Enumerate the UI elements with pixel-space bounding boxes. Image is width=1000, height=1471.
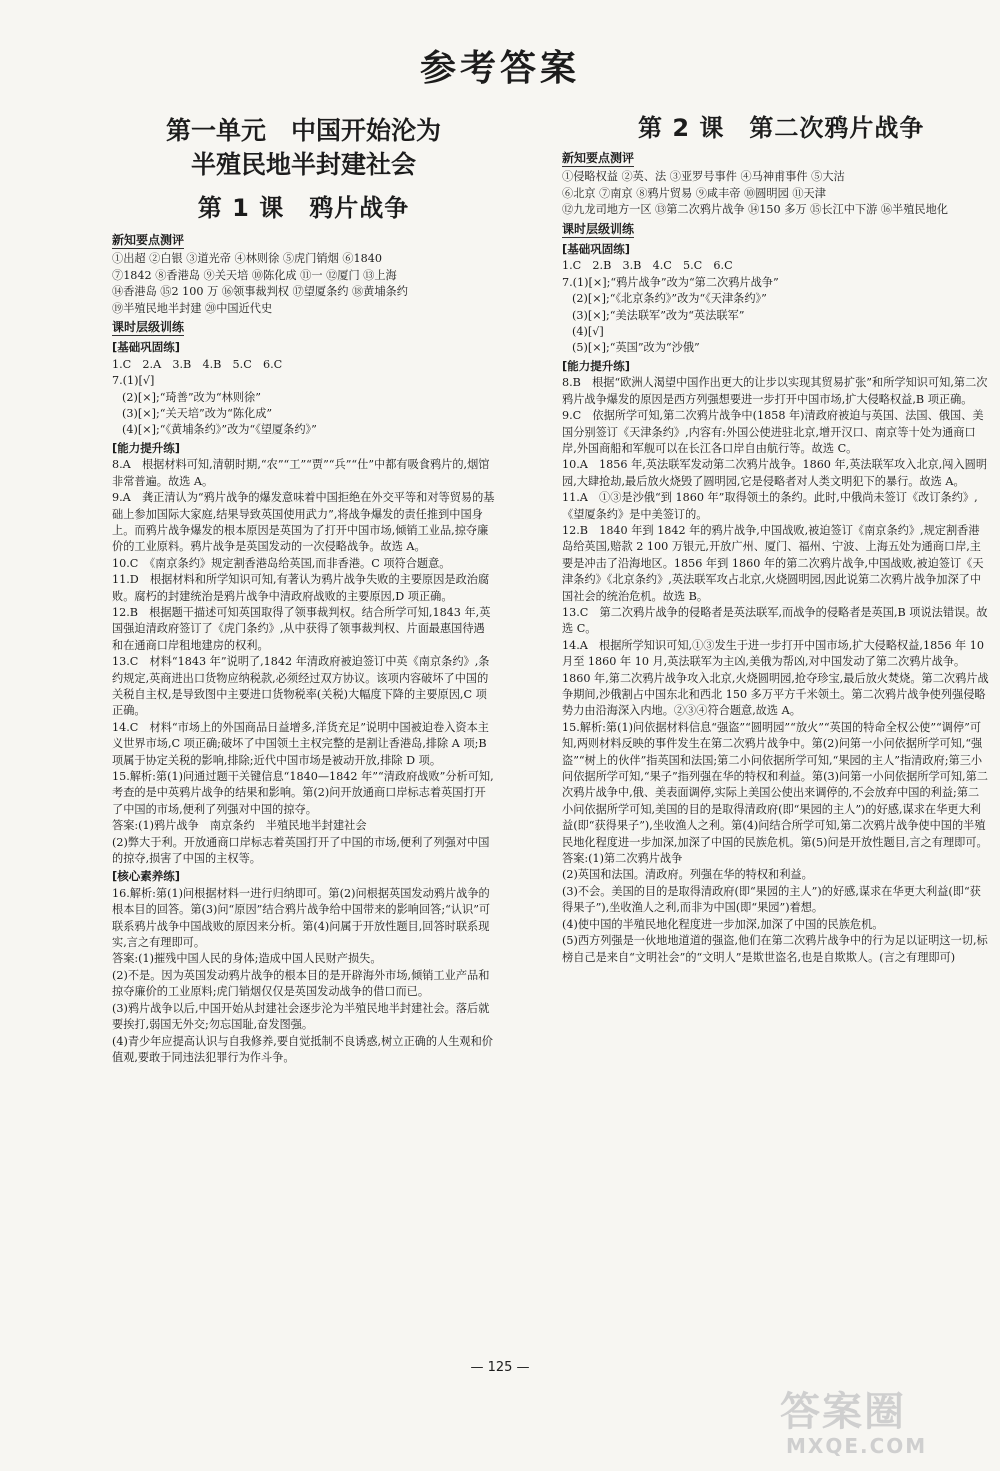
- answer-line: 7.(1)[√]: [112, 374, 155, 388]
- answer-paragraph: 15.解析:第(1)问依据材料信息“强盗”“圆明园”“放火”“英国的特命全权公使”“调停”可知,两则材料反映的事件发生在第二次鸦片战争中。第(2)问第一小问依据所学可知,“强盗”“树上的伙伴”指英国和法国;第二小问依据所学可知,“果园的主人”指清政府;第三小问依据所学可知,“果子”指列强在华的特权和利益。第(3)问第一小问依据所学可知,第二次鸦片战争中,俄、美表面调停,实际上美国公使出来调停的,不会放弃中国的利益;第二小问依据所学可知,美国的目的是取得清政府(即“果园的主人”)的好感,谋求在华更大利益(即“获得果子”),坐收渔人之利。第(4)问结合所学可知,第二次鸦片战争使中国的半殖民地化程度进一步加深,加深了中国的民族危机。第(5)问是开放性题目,言之有理即可。: [562, 720, 988, 849]
- answer-paragraph: (3)鸦片战争以后,中国开始从封建社会逐步沦为半殖民地半封建社会。落后就要挨打,弱国无外交;勿忘国耻,奋发图强。: [112, 1001, 490, 1032]
- answer-paragraph: 10.A 1856 年,英法联军发动第二次鸦片战争。1860 年,英法联军攻入北京,闯入圆明园,大肆抢劫,最后放火烧毁了圆明园,它是侵略者对人类文明犯下的暴行。故选 A。: [562, 458, 988, 488]
- knowledge-line: ⑫九龙司地方一区 ⑬第二次鸦片战争 ⑭150 多万 ⑮长江中下游 ⑯半殖民地化: [562, 203, 948, 217]
- answer-paragraph: 10.C 《南京条约》规定割香港岛给英国,而非香港。C 项符合题意。: [112, 556, 451, 570]
- knowledge-line: ⑥北京 ⑦南京 ⑧鸦片贸易 ⑨咸丰帝 ⑩圆明园 ⑪天津: [562, 186, 826, 200]
- page-title: 参考答案: [419, 48, 580, 89]
- unit-title: [112, 114, 495, 182]
- answer-paragraph: 11.D 根据材料和所学知识可知,有著认为鸦片战争失败的主要原因是政治腐败。腐朽的封建统治是鸦片战争中清政府战败的主要原因,D 项正确。: [112, 573, 490, 603]
- section-knowledge-heading: 新知要点测评: [112, 232, 184, 249]
- answer-paragraph: 16.解析:第(1)问根据材料一进行归纳即可。第(2)问根据英国发动鸦片战争的根本目的回答。第(3)问“原因”结合鸦片战争给中国带来的影响回答;“认识”可联系鸦片战争中国战败的原因来分析。第(4)问属于开放性题目,回答时联系现实,言之有理即可。: [112, 886, 491, 950]
- answer-line: (3)[×];“美法联军”改为“英法联军”: [572, 308, 745, 322]
- unit-title-line-2: 半殖民地半封建社会: [190, 150, 416, 179]
- page-number: — 125 —: [470, 1360, 530, 1375]
- lesson-2-title: 第 2 课 第二次鸦片战争: [638, 114, 925, 142]
- section-knowledge-heading: 新知要点测评: [562, 150, 634, 167]
- answer-paragraph: 13.C 材料“1843 年”说明了,1842 年清政府被迫签订中英《南京条约》,条约规定,英商进出口货物应纳税款,必须经过双方协议。该项内容破坏了中国的关税自主权,是导致图中主要进口货物税率(关税)大幅度下降的主要原因,C 项正确。: [112, 655, 490, 718]
- answer-paragraph: 12.B 根据题干描述可知英国取得了领事裁判权。结合所学可知,1843 年,英国强迫清政府签订了《虎门条约》,从中获得了领事裁判权、片面最惠国待遇和在通商口岸租地建房的权利。: [112, 605, 491, 652]
- knowledge-line: ⑦1842 ⑧香港岛 ⑨关天培 ⑩陈化成 ⑪一 ⑫厦门 ⑬上海: [112, 268, 397, 282]
- answer-line: (4)[√]: [572, 325, 604, 339]
- basic-practice-heading: [基础巩固练]: [112, 340, 181, 355]
- ability-practice-heading: [能力提升练]: [112, 440, 181, 455]
- section-training-heading: 课时层级训练: [112, 319, 184, 336]
- answer-paragraph: 8.B 根据“欧洲人渴望中国作出更大的让步以实现其贸易扩张”和所学知识可知,第二次鸦片战争爆发的原因是西方列强想要进一步打开中国市场,扩大侵略权益,B 项正确。: [562, 376, 988, 406]
- answer-paragraph: (2)不是。因为英国发动鸦片战争的根本目的是开辟海外市场,倾销工业产品和掠夺廉价的工业原料;虎门销烟仅仅是英国发动战争的借口而已。: [112, 968, 490, 999]
- answer-line: (2)[×];“琦善”改为“林则徐”: [122, 390, 261, 404]
- answer-paragraph: (2)弊大于利。开放通商口岸标志着英国打开了中国的市场,便利了列强对中国的掠夺,损害了中国的主权等。: [112, 835, 490, 866]
- knowledge-line: ⑭香港岛 ⑮2 100 万 ⑯领事裁判权 ⑰望厦条约 ⑱黄埔条约: [112, 285, 408, 299]
- knowledge-line: ⑲半殖民地半封建 ⑳中国近代史: [112, 301, 273, 315]
- answer-paragraph: 14.A 根据所学知识可知,①③发生于进一步打开中国市场,扩大侵略权益,1856 年 10 月至 1860 年 10 月,英法联军为主凶,美俄为帮凶,对中国发动了第二次鸦片战争。1860 年,第二次鸦片战争攻入北京,火烧圆明园,抢夺珍宝,最后放火焚烧。第二次鸦片战争期间,沙俄割占中国东北和西北 150 多万平方千米领土。第二次鸦片战争使列强侵略势力由沿海深入内地。②③④符合题意,故选 A。: [562, 638, 989, 718]
- answer-line: 1.C 2.A 3.B 4.B 5.C 6.C: [112, 357, 283, 371]
- answer-paragraph: 9.C 依据所学可知,第二次鸦片战争中(1858 年)清政府被迫与英国、法国、俄国、美国分别签订《天津条约》,内容有:外国公使进驻北京,增开汉口、南京等十处为通商口岸,外国商船和军舰可以在长江各口岸自由航行等。故选 C。: [562, 409, 984, 455]
- watermark-top: 答案圈: [780, 1389, 906, 1435]
- knowledge-line: ①侵略权益 ②英、法 ③亚罗号事件 ④马神甫事件 ⑤大沽: [562, 170, 845, 184]
- answer-line: (3)[×];“关天培”改为“陈化成”: [122, 407, 273, 421]
- left-column: [112, 108, 495, 1066]
- unit-title-line-1: 第一单元 中国开始沦为: [165, 116, 441, 145]
- answer-paragraph: 12.B 1840 年到 1842 年的鸦片战争,中国战败,被迫签订《南京条约》,规定割香港岛给英国,赔款 2 100 万银元,开放广州、厦门、福州、宁波、上海五处为通商口岸,主要是冲击了沿海地区。1856 年到 1860 年的第二次鸦片战争,中国战败,被迫签订《天津条约》《北京条约》,英法联军攻占北京,火烧圆明园,因此说第二次鸦片战争加深了中国社会的统治危机。故选 B。: [562, 523, 984, 603]
- right-column: [562, 112, 990, 966]
- section-training-heading: 课时层级训练: [562, 221, 634, 238]
- answer-line: (4)[×];“《黄埔条约》”改为“《望厦条约》”: [122, 423, 317, 437]
- answer-paragraph: (4)青少年应提高认识与自我修养,要自觉抵制不良诱惑,树立正确的人生观和价值观,要敢于同违法犯罪行为作斗争。: [112, 1034, 493, 1064]
- answer-paragraph: 8.A 根据材料可知,清朝时期,“农”“工”“贾”“兵”“仕”中都有吸食鸦片的,烟馆非常普遍。故选 A。: [112, 458, 490, 488]
- answer-paragraph: (3)不会。美国的目的是取得清政府(即“果园的主人”)的好感,谋求在华更大利益(即“获得果子”),坐收渔人之利,而非为中国(即“果园”)着想。: [562, 884, 981, 915]
- core-literacy-heading: [核心素养练]: [112, 869, 181, 884]
- watermark-logo: [780, 1390, 990, 1465]
- answer-paragraph: 答案:(1)摧残中国人民的身体;造成中国人民财产损失。: [112, 952, 382, 966]
- answer-paragraph: 11.A ①③是沙俄“到 1860 年”取得领土的条约。此时,中俄尚未签订《改订条约》,《望厦条约》是中美签订的。: [562, 491, 978, 521]
- answer-paragraph: 答案:(1)鸦片战争 南京条约 半殖民地半封建社会: [112, 819, 367, 833]
- answer-paragraph: 9.A 龚正清认为“鸦片战争的爆发意味着中国拒绝在外交平等和对等贸易的基础上参加国际大家庭,结果导致英国使用武力”,将战争爆发的责任推到中国身上。而鸦片战争爆发的根本原因是英国为了打开中国市场,倾销工业品,掠夺廉价的工业原料。鸦片战争是英国发动的一次侵略战争。故选 A。: [112, 491, 495, 554]
- answer-paragraph: (5)西方列强是一伙地地道道的强盗,他们在第二次鸦片战争中的行为足以证明这一切,标榜自己是来自“文明社会”的“文明人”是欺世盗名,也是自欺欺人。(言之有理即可): [562, 934, 988, 964]
- answer-paragraph: 14.C 材料“市场上的外国商品日益增多,洋货充足”说明中国被迫卷入资本主义世界市场,C 项正确;破坏了中国领土主权完整的是割让香港岛,排除 A 项;B 项属于协定关税的影响,排除;近代中国市场是被动开放,排除 D 项。: [112, 720, 489, 767]
- knowledge-line: ①出超 ②白银 ③道光帝 ④林则徐 ⑤虎门销烟 ⑥1840: [112, 252, 383, 266]
- answer-paragraph: 15.解析:第(1)问通过题干关键信息“1840—1842 年”“清政府战败”分析可知,考查的是中英鸦片战争的结果和影响。第(2)问开放通商口岸标志着英国打开了中国的市场,便利了列强对中国的掠夺。: [112, 770, 494, 816]
- answer-paragraph: 答案:(1)第二次鸦片战争: [562, 852, 683, 866]
- watermark-bottom: MXQE.COM: [786, 1434, 928, 1458]
- answer-line: (2)[×];“《北京条约》”改为“《天津条约》”: [572, 292, 767, 306]
- ability-practice-heading: [能力提升练]: [562, 358, 631, 373]
- basic-practice-heading: [基础巩固练]: [562, 242, 631, 257]
- answer-line: 7.(1)[×];“鸦片战争”改为“第二次鸦片战争”: [562, 275, 779, 289]
- answer-line: 1.C 2.B 3.B 4.C 5.C 6.C: [562, 259, 733, 273]
- lesson-1-title: 第 1 课 鸦片战争: [197, 194, 410, 222]
- answer-paragraph: (2)英国和法国。清政府。列强在华的特权和利益。: [562, 868, 813, 882]
- answer-paragraph: (4)使中国的半殖民地化程度进一步加深,加深了中国的民族危机。: [562, 917, 884, 931]
- answer-paragraph: 13.C 第二次鸦片战争的侵略者是英法联军,而战争的侵略者是英国,B 项说法错误。故选 C。: [562, 605, 988, 636]
- answer-line: (5)[×];“英国”改为“沙俄”: [572, 341, 700, 355]
